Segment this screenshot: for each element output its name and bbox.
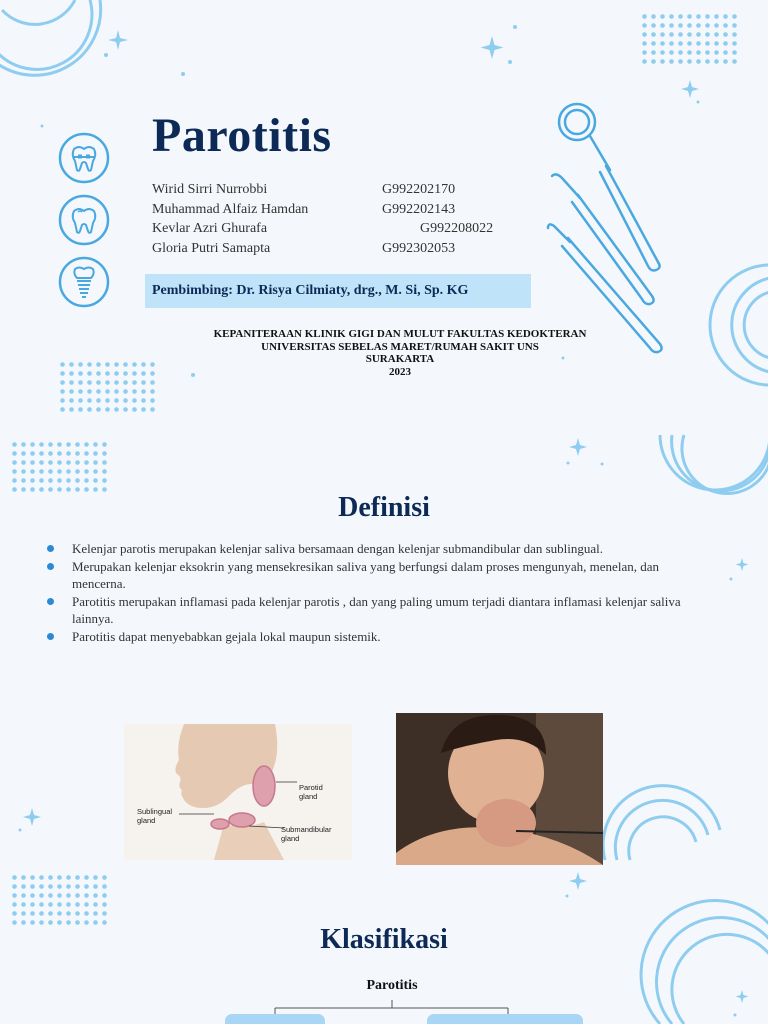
salivary-gland-illustration [124, 724, 352, 860]
parotid-label: Parotid gland [299, 783, 323, 801]
institution-line: KEPANITERAAN KLINIK GIGI DAN MULUT FAKULTAS KEDOKTERAN [213, 328, 587, 340]
dental-implant-icon [58, 256, 110, 308]
author-row [152, 219, 512, 239]
list-item: Merupakan kelenjar eksokrin yang mensekresikan saliva yang berfungsi dalam proses mengunyah, menelan, dan mencerna. [46, 558, 706, 593]
author-name: Wirid Sirri Nurrobbi [152, 182, 268, 197]
author-name: Gloria Putri Samapta [152, 240, 271, 256]
tree-node [225, 1014, 325, 1024]
author-row [152, 200, 512, 220]
author-id: G992208022 [420, 221, 494, 236]
definisi-heading: Definisi [338, 492, 430, 523]
author-name: Kevlar Azri Ghurafa [152, 221, 268, 236]
tooth-braces-icon [58, 132, 110, 184]
tree-connector [0, 998, 768, 1024]
institution-line: UNIVERSITAS SEBELAS MARET/RUMAH SAKIT UNS [261, 340, 539, 353]
author-name: Muhammad Alfaiz Hamdan [152, 201, 309, 217]
definisi-bullets [46, 540, 706, 645]
submandibular-label: Submandibular gland [281, 825, 332, 843]
tree-root-label: Parotitis [366, 978, 418, 993]
institution-block [140, 328, 660, 378]
author-list [152, 180, 512, 258]
institution-city: SURAKARTA [365, 353, 435, 365]
author-row [152, 239, 512, 259]
author-row [152, 180, 512, 200]
page-title: Parotitis [152, 109, 332, 162]
patient-photo [396, 713, 603, 865]
author-id: G992202170 [382, 182, 456, 197]
author-id: G992202143 [382, 201, 456, 217]
tree-node [427, 1014, 583, 1024]
tooth-icon [58, 194, 110, 246]
institution-year: 2023 [389, 365, 411, 378]
list-item: Kelenjar parotis merupakan kelenjar saliva bersamaan dengan kelenjar submandibular dan sublingual. [46, 540, 706, 558]
klasifikasi-heading: Klasifikasi [320, 924, 448, 955]
dot-grid [10, 873, 110, 925]
salivary-gland-diagram [124, 724, 352, 860]
supervisor-banner: Pembimbing: Dr. Risya Cilmiaty, drg., M. Si, Sp. KG [145, 274, 531, 308]
dot-grid [10, 440, 110, 492]
list-item: Parotitis dapat menyebabkan gejala lokal maupun sistemik. [46, 628, 706, 646]
sublingual-label: Sublingual gland [137, 807, 173, 825]
list-item: Parotitis merupakan inflamasi pada kelenjar parotis , dan yang paling umum terjadi diantara inflamasi kelenjar saliva lainnya. [46, 593, 706, 628]
dental-tools-illustration [540, 100, 670, 360]
author-id: G992302053 [382, 240, 456, 256]
patient-photo-illustration [396, 713, 603, 865]
parotid-label-text: Parotid [299, 783, 323, 792]
dot-grid [640, 12, 740, 64]
